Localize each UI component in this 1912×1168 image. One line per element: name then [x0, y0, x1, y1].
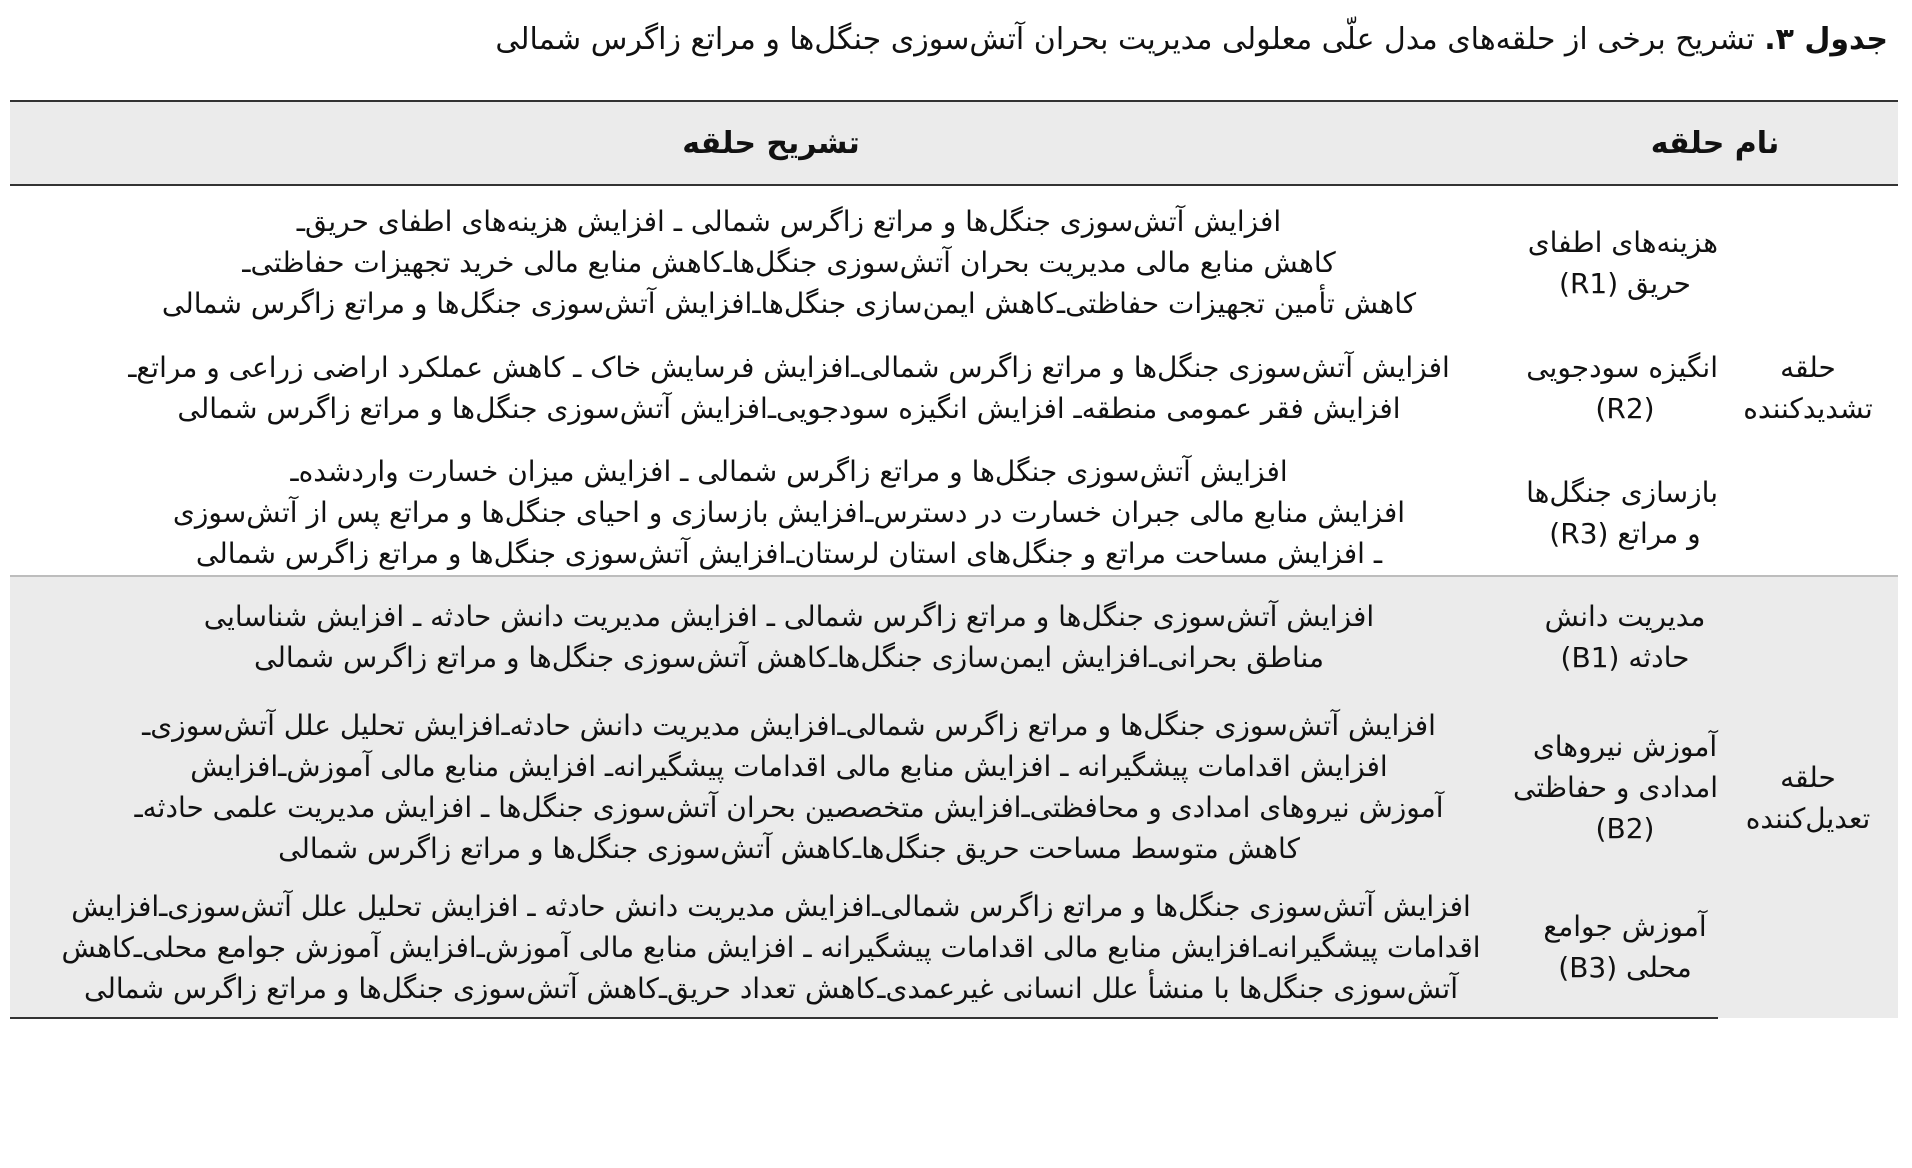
loop-name-line: حریق (R1) [1559, 266, 1691, 300]
loop-description-line: آتش‌سوزی جنگل‌ها با منشأ علل انسانی غیرعمدی‌ـ‌کاهش تعداد حریق‌ـ‌کاهش آتش‌سوزی جنگل‌ها و مراتع زاگرس شمالی [84, 971, 1458, 1005]
group-label-line: حلقه [1780, 350, 1836, 384]
table-caption [14, 18, 1898, 72]
loop-description-line: افزایش منابع مالی جبران خسارت در دسترس‌ـ‌افزایش بازسازی و احیای جنگل‌ها و مراتع پس از آتش‌سوزی [172, 496, 1406, 529]
loop-description-r3 [10, 450, 1532, 576]
group-label-line: تشدیدکننده [1743, 391, 1873, 425]
loop-name-b1 [1532, 576, 1718, 697]
loop-description-line: افزایش آتش‌سوزی جنگل‌ها و مراتع زاگرس شمالی‌ـ‌افزایش مدیریت دانش حادثه‌ـ‌افزایش تحلیل علل آتش‌سوزی‌ـ [142, 709, 1436, 742]
loop-description-line: اقدامات پیشگیرانه‌ـ‌افزایش منابع مالی اقدامات پیشگیرانه ـ افزایش منابع مالی آموزش‌ـ‌افزایش آموزش جوامع محلی‌ـ‌کاهش [61, 930, 1481, 964]
loop-name-r2 [1526, 325, 1718, 450]
header-description: تشریح حلقه [10, 101, 1532, 185]
header-loop-name: نام حلقه [1532, 101, 1898, 185]
loop-description-r2 [10, 325, 1532, 450]
loop-description-line: ـ افزایش مساحت مراتع و جنگل‌های استان لرستان‌ـ‌افزایش آتش‌سوزی جنگل‌ها و مراتع زاگرس شمالی [195, 537, 1383, 570]
loop-description-line: افزایش آتش‌سوزی جنگل‌ها و مراتع زاگرس شمالی‌ـ‌افزایش فرسایش خاک ـ کاهش عملکرد اراضی زراعی و مراتع‌ـ [128, 350, 1450, 384]
loop-name-line: امدادی و حفاظتی [1512, 770, 1718, 804]
loop-name-line: (R2) [1595, 391, 1655, 425]
loop-name-line: محلی (B3) [1558, 951, 1692, 984]
loop-description-r1 [10, 185, 1532, 325]
loop-description-line: آموزش نیروهای امدادی و محافظتی‌ـ‌افزایش متخصصین بحران آتش‌سوزی جنگل‌ها ـ افزایش مدیریت علمی حادثه‌ـ [134, 791, 1444, 824]
group-label-reinforcing [1718, 185, 1898, 576]
loop-description-line: کاهش متوسط مساحت حریق جنگل‌ها‌ـ‌کاهش آتش‌سوزی جنگل‌ها و مراتع زاگرس شمالی [278, 832, 1300, 865]
loop-name-r1 [1527, 185, 1718, 325]
loop-description-line: مناطق بحرانی‌ـ‌افزایش ایمن‌سازی جنگل‌ها‌ـ‌کاهش آتش‌سوزی جنگل‌ها و مراتع زاگرس شمالی [254, 641, 1324, 674]
loop-name-r3 [1526, 450, 1718, 576]
loop-description-line: کاهش منابع مالی مدیریت بحران آتش‌سوزی جنگل‌ها‌ـ‌کاهش منابع مالی خرید تجهیزات حفاظتی‌ـ [242, 246, 1336, 279]
loop-description-b3 [10, 877, 1532, 1018]
table-row [10, 576, 1898, 697]
loop-description-line: افزایش آتش‌سوزی جنگل‌ها و مراتع زاگرس شمالی ـ افزایش هزینه‌های اطفای حریق‌ـ [296, 205, 1282, 238]
loop-description-line: افزایش آتش‌سوزی جنگل‌ها و مراتع زاگرس شمالی ـ افزایش مدیریت دانش حادثه ـ افزایش شناسایی [203, 600, 1375, 633]
loop-name-line: هزینه‌های اطفای [1527, 225, 1718, 259]
table-header-row [10, 101, 1898, 185]
loop-name-line: آموزش جوامع [1543, 910, 1707, 943]
loop-description-line: کاهش تأمین تجهیزات حفاظتی‌ـ‌کاهش ایمن‌سازی جنگل‌ها‌ـ‌افزایش آتش‌سوزی جنگل‌ها و مراتع زاگرس شمالی [161, 287, 1417, 320]
loop-name-line: مدیریت دانش [1544, 600, 1706, 633]
group-label-line: تعدیل‌کننده [1745, 801, 1871, 835]
loop-description-line: افزایش آتش‌سوزی جنگل‌ها و مراتع زاگرس شمالی‌ـ‌افزایش مدیریت دانش حادثه ـ افزایش تحلیل علل آتش‌سوزی‌ـ‌افزایش [71, 889, 1471, 923]
loop-name-line: آموزش نیروهای [1532, 729, 1718, 763]
table-row [10, 697, 1898, 877]
loop-name-line: انگیزه سودجویی [1526, 350, 1718, 384]
group-label-balancing [1718, 576, 1898, 1018]
table-row [10, 185, 1898, 325]
loop-description-b1 [10, 576, 1532, 697]
table-row [10, 450, 1898, 576]
group-label-line: حلقه [1780, 760, 1836, 794]
loop-description-line: افزایش فقر عمومی منطقه‌ـ افزایش انگیزه سودجویی‌ـ‌افزایش آتش‌سوزی جنگل‌ها و مراتع زاگرس شمالی [177, 391, 1401, 425]
loop-description-line: افزایش آتش‌سوزی جنگل‌ها و مراتع زاگرس شمالی ـ افزایش میزان خسارت واردشده‌ـ [290, 455, 1288, 488]
table-caption-label: جدول ۳. [1764, 22, 1888, 57]
table-row [10, 877, 1898, 1018]
loop-name-line: و مراتع (R3) [1549, 516, 1701, 550]
table-row [10, 325, 1898, 450]
loop-name-line: (B2) [1595, 811, 1655, 845]
loop-name-b2 [1512, 697, 1718, 877]
table-caption-text: تشریح برخی از حلقه‌های مدل علّی معلولی مدیریت بحران آتش‌سوزی جنگل‌ها و مراتع زاگرس شمالی [495, 22, 1755, 57]
loop-description-line: افزایش اقدامات پیشگیرانه ـ افزایش منابع مالی اقدامات پیشگیرانه‌ـ افزایش منابع مالی آموزش‌ـ‌افزایش [190, 750, 1388, 783]
loop-description-b2 [10, 697, 1532, 877]
loop-name-line: بازسازی جنگل‌ها [1526, 475, 1718, 509]
loop-name-b3 [1532, 877, 1718, 1018]
loops-table [10, 100, 1898, 1019]
loop-name-line: حادثه (B1) [1560, 641, 1690, 674]
